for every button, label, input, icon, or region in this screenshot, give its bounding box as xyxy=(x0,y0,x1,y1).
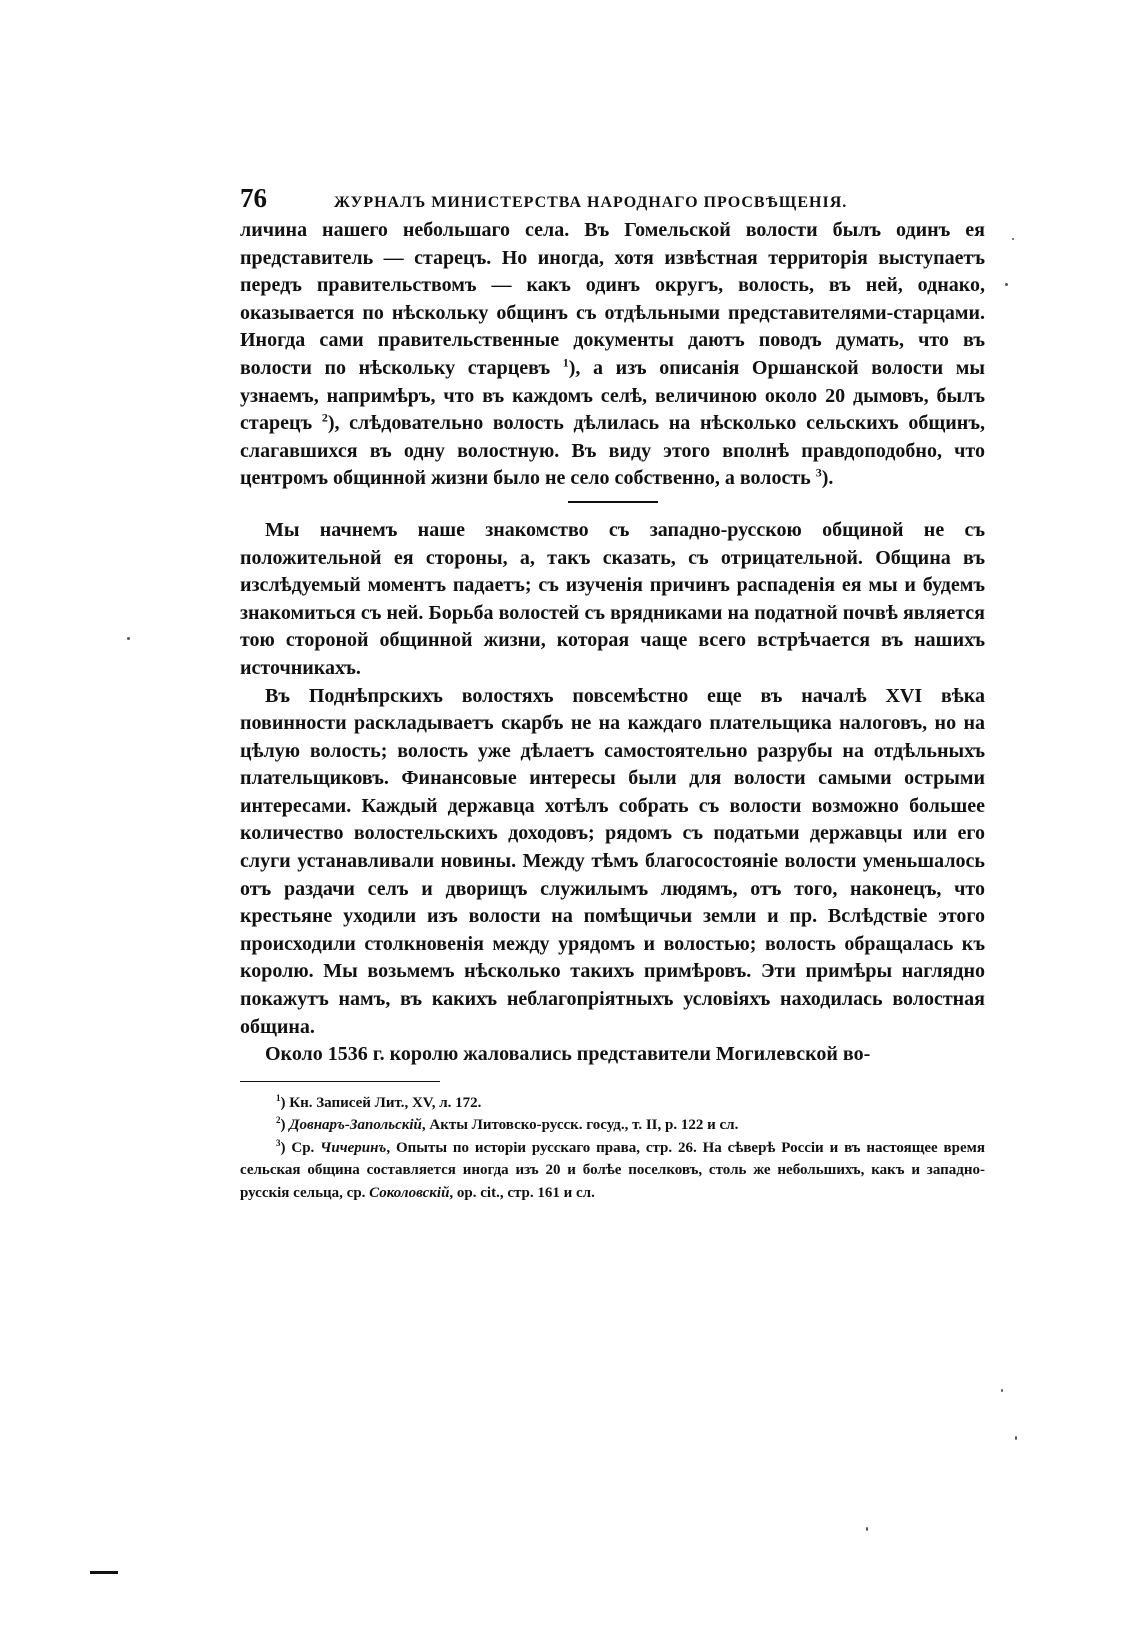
footnote-1 xyxy=(240,1092,985,1115)
footnote-marker: 2 xyxy=(276,1115,281,1126)
footnotes xyxy=(240,1092,985,1205)
footnote-marker: 3 xyxy=(815,465,822,480)
text-run: Въ Поднѣпрскихъ волостяхъ повсемѣстно еще въ началѣ XVI вѣка повинности раскладываетъ скарбъ не на каждаго плательщика налоговъ, но на цѣлую волость; волость уже дѣлаетъ самостоятельно разрубы на отдѣльныхъ плательщиковъ. Финансовые интересы были для волости самыми острыми интересами. Каждый державца хотѣлъ собрать съ волости возможно большее количество волостельскихъ доходовъ; рядомъ съ податьми державцы или его слуги устанавливали новины. Между тѣмъ благосостояніе волости уменьшалось отъ раздачи селъ и дворищъ служилымъ людямъ, отъ того, наконецъ, что крестьяне уходили изъ волости на помѣщичьи земли и пр. Вслѣдствіе этого происходили столкновенія между урядомъ и волостью; волость обращалась къ королю. Мы возьмемъ нѣсколько такихъ примѣровъ. Эти примѣры наглядно покажутъ намъ, въ какихъ неблагопріятныхъ условіяхъ находилась волостная община. xyxy=(240,684,985,1038)
text-run: ), а изъ описанія Оршанской волости мы узнаемъ, напримѣръ, что въ каждомъ селѣ, величиною около 20 дымовъ, былъ старецъ xyxy=(240,356,985,435)
text-run: ) xyxy=(280,1117,290,1134)
scan-speck xyxy=(1001,1389,1003,1392)
text-run: ), слѣдовательно волость дѣлилась на нѣсколько сельскихъ общинъ, слагавшихся въ одну волостную. Въ виду этого вполнѣ правдоподобно, что центромъ общинной жизни было не село собственно, а волость xyxy=(240,412,985,490)
text-run: ) Кн. Записей Лит., XV, л. 172. xyxy=(280,1094,482,1111)
scan-speck xyxy=(1005,283,1008,286)
paragraph-3 xyxy=(240,683,985,1042)
paragraph-2 xyxy=(240,517,985,683)
footnote-2 xyxy=(240,1114,985,1137)
body-text xyxy=(240,217,985,1069)
footnote-marker: 1 xyxy=(562,355,569,370)
text-run: Около 1536 г. королю жаловались представители Могилевской во- xyxy=(265,1043,871,1066)
section-divider xyxy=(568,501,658,503)
text-run: личина нашего небольшаго села. Въ Гомельской волости былъ одинъ ея представитель — старецъ. Но иногда, хотя извѣстная территорія выступаетъ передъ правительствомъ — какъ одинъ округъ, волость, въ ней, однако, оказывается по нѣскольку общинъ съ отдѣльными представителями-старцами. Иногда сами правительственные документы даютъ поводъ думать, что въ волости по нѣскольку старцевъ xyxy=(240,219,985,379)
book-page xyxy=(240,183,985,1204)
footnote-marker: 3 xyxy=(276,1137,281,1148)
scan-speck xyxy=(1015,1436,1017,1440)
footnote-divider xyxy=(240,1081,440,1082)
scan-speck xyxy=(1012,238,1014,240)
text-run: , op. cit., стр. 161 и сл. xyxy=(449,1184,595,1201)
text-run: ) Ср. xyxy=(280,1139,321,1156)
author-name: Соколовскій xyxy=(369,1184,450,1201)
running-title: ЖУРНАЛЪ МИНИСТЕРСТВА НАРОДНАГО ПРОСВѢЩЕНІЯ. xyxy=(334,194,848,211)
text-run: Мы начнемъ наше знакомство съ западно-русскою общиной не съ положительной ея стороны, а, такъ сказать, съ отрицательной. Община въ изслѣдуемый моментъ падаетъ; съ изученія причинъ распаденія ея мы и будемъ знакомиться съ ней. Борьба волостей съ врядниками на податной почвѣ является тою стороной общинной жизни, которая чаще всего встрѣчается въ нашихъ источникахъ. xyxy=(240,518,985,679)
footnote-3 xyxy=(240,1137,985,1205)
footnote-marker: 2 xyxy=(321,410,328,425)
scan-speck xyxy=(127,637,130,640)
footnote-marker: 1 xyxy=(276,1092,281,1103)
paragraph-4 xyxy=(240,1041,985,1069)
scan-speck xyxy=(866,1527,868,1531)
paragraph-1 xyxy=(240,217,985,493)
text-run: , Опыты по исторіи русскаго права, стр. 26. На сѣверѣ Россіи и въ настоящее время сельская община составляется иногда изъ 20 и болѣе поселковъ, столь же небольшихъ, какъ и западно-русскія сельца, ср. xyxy=(240,1139,985,1201)
margin-mark xyxy=(90,1571,118,1574)
page-number: 76 xyxy=(240,183,267,213)
page-header xyxy=(240,183,985,217)
author-name: Чичеринъ xyxy=(320,1139,387,1156)
author-name: Довнаръ-Запольскій xyxy=(289,1117,422,1134)
text-run: ). xyxy=(821,467,834,490)
text-run: , Акты Литовско-русск. госуд., т. II, р. 122 и сл. xyxy=(421,1117,739,1134)
